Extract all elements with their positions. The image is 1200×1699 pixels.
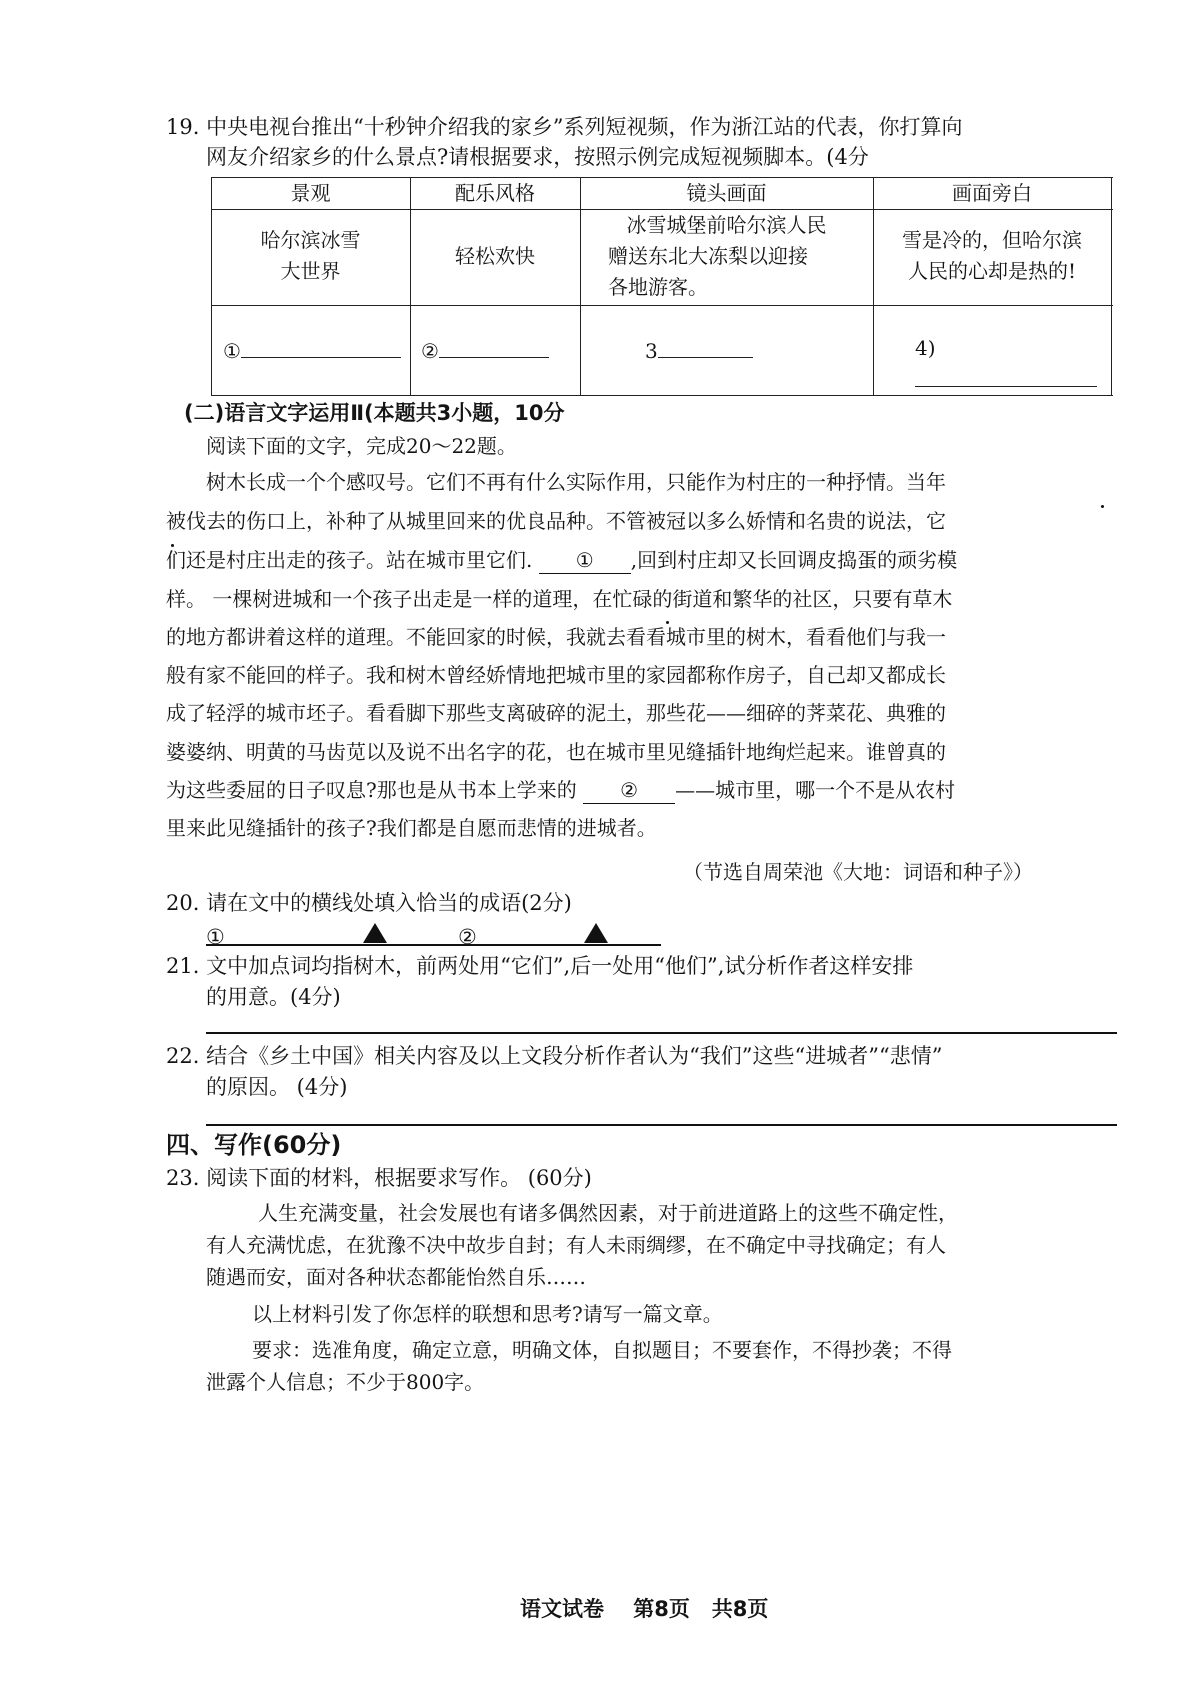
passage-blank-2[interactable]: ② xyxy=(583,777,675,804)
passage-line-6: 般有家不能回的样子。我和树木曾经娇情地把城市里的家园都称作房子，自己却又都成长 xyxy=(166,663,946,687)
example-narration: 雪是冷的，但哈尔滨 人民的心却是热的! xyxy=(902,228,1082,283)
section2-heading: (二)语言文字运用Ⅱ(本题共3小题，10分 xyxy=(184,401,565,425)
header-narration: 画面旁白 xyxy=(952,181,1032,205)
writing-requirements-1: 要求：选准角度，确定立意，明确文体，自拟题目；不要套作，不得抄袭；不得 xyxy=(252,1338,952,1362)
emphasis-dot xyxy=(171,544,174,547)
q20-blank-1-label: ① xyxy=(206,925,225,949)
example-music: 轻松欢快 xyxy=(455,244,535,268)
q21-line2: 的用意。(4分) xyxy=(206,985,341,1009)
passage-line-4: 样。 一棵树进城和一个孩子出走是一样的道理，在忙碌的街道和繁华的社区，只要有草木 xyxy=(166,587,953,611)
header-shot: 镜头画面 xyxy=(686,181,767,205)
answer-blank-1[interactable]: ① xyxy=(223,335,401,367)
emphasis-dot xyxy=(666,621,669,624)
writing-requirements-2: 泄露个人信息；不少于800字。 xyxy=(206,1370,485,1394)
writing-prompt: 以上材料引发了你怎样的联想和思考?请写一篇文章。 xyxy=(252,1302,723,1326)
q19-line1: 19. 中央电视台推出“十秒钟介绍我的家乡”系列短视频，作为浙江站的代表，你打算向 xyxy=(166,115,963,139)
header-scenery: 景观 xyxy=(290,181,331,205)
section4-heading: 四、写作(60分) xyxy=(166,1131,342,1159)
material-line-1: 人生充满变量，社会发展也有诸多偶然因素，对于前进道路上的这些不确定性， xyxy=(258,1201,958,1225)
passage-line-1: 树木长成一个个感叹号。它们不再有什么实际作用，只能作为村庄的一种抒情。当年 xyxy=(206,470,946,494)
q21-answer-line[interactable] xyxy=(206,1032,1117,1034)
answer-blank-2[interactable]: ② xyxy=(421,335,549,367)
passage-line-7: 成了轻浮的城市坯子。看看脚下那些支离破碎的泥土，那些花——细碎的荠菜花、典雅的 xyxy=(166,701,946,725)
q22-line1: 22. 结合《乡土中国》相关内容及以上文段分析作者认为“我们”这些“进城者”“悲情” xyxy=(166,1044,943,1068)
passage-line-5: 的地方都讲着这样的道理。不能回家的时候，我就去看看城市里的树木，看看他们与我一 xyxy=(166,625,946,649)
q22-line2: 的原因。 (4分) xyxy=(206,1075,348,1099)
q20-blank-2-label: ② xyxy=(458,925,477,949)
passage-source: （节选自周荣池《大地：词语和种子》） xyxy=(683,860,1033,884)
header-music: 配乐风格 xyxy=(455,181,535,205)
page-footer: 语文试卷 第8页 共8页 xyxy=(520,1597,769,1621)
passage-line-8: 婆婆纳、明黄的马齿苋以及说不出名字的花，也在城市里见缝插针地绚烂起来。谁曾真的 xyxy=(166,740,946,764)
passage-line-10: 里来此见缝插针的孩子?我们都是自愿而悲情的进城者。 xyxy=(166,816,657,840)
passage-line-2: 被伐去的伤口上，补种了从城里回来的优良品种。不管被冠以多么娇情和名贵的说法，它 xyxy=(166,509,946,533)
example-shot: 冰雪城堡前哈尔滨人民 赠送东北大冻梨以迎接 各地游客。 xyxy=(608,213,827,299)
material-line-2: 有人充满忧虑，在犹豫不决中故步自封；有人未雨绸缪，在不确定中寻找确定；有人 xyxy=(206,1233,946,1257)
q20-text: 20. 请在文中的横线处填入恰当的成语(2分) xyxy=(166,891,572,915)
passage-line-3: 们还是村庄出走的孩子。站在城市里它们. ① ,回到村庄却又长回调皮捣蛋的顽劣模 xyxy=(166,548,958,572)
q23-text: 23. 阅读下面的材料，根据要求写作。 (60分) xyxy=(166,1166,592,1190)
triangle-icon xyxy=(363,923,387,943)
triangle-icon xyxy=(584,923,608,943)
passage-blank-1[interactable]: ① xyxy=(539,547,631,574)
passage-line-9: 为这些委屈的日子叹息?那也是从书本上学来的 ② ——城市里，哪一个不是从农村 xyxy=(166,778,956,802)
emphasis-dot xyxy=(1101,505,1104,508)
q20-answer-line[interactable] xyxy=(206,944,661,946)
q19-line2: 网友介绍家乡的什么景点?请根据要求，按照示例完成短视频脚本。(4分 xyxy=(206,145,869,169)
answer-blank-3[interactable]: 3 xyxy=(645,335,753,367)
q21-line1: 21. 文中加点词均指树木，前两处用“它们”,后一处用“他们”,试分析作者这样安排 xyxy=(166,954,914,978)
video-script-table xyxy=(211,177,1113,396)
section2-intro: 阅读下面的文字，完成20～22题。 xyxy=(206,434,517,458)
example-scenery: 哈尔滨冰雪 大世界 xyxy=(260,228,361,283)
material-line-3: 随遇而安，面对各种状态都能怡然自乐…… xyxy=(206,1265,586,1289)
answer-blank-4[interactable]: 4) xyxy=(915,333,1113,396)
q22-answer-line[interactable] xyxy=(206,1124,1117,1126)
